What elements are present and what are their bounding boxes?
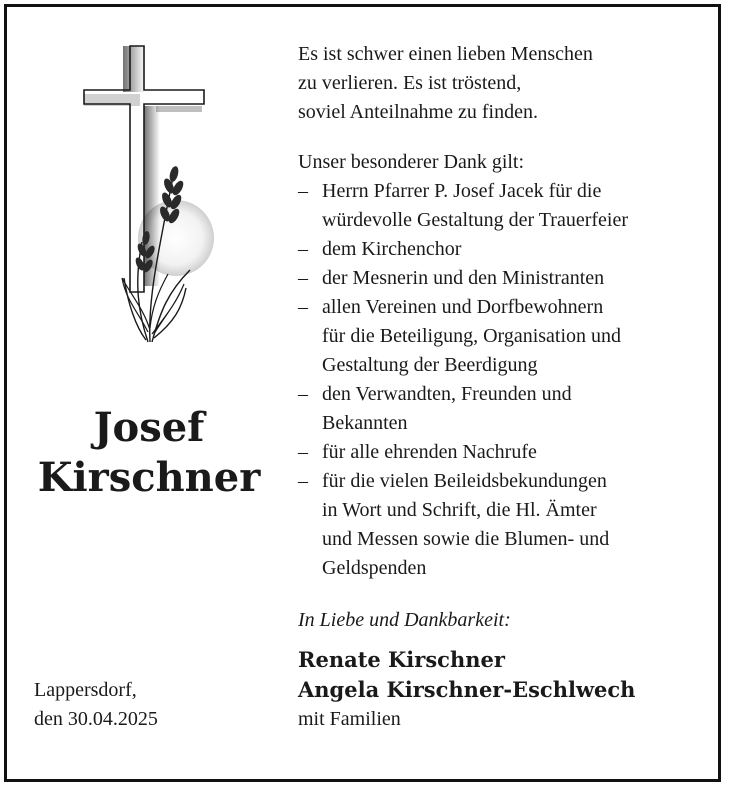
dash: – xyxy=(298,296,308,318)
dash: – xyxy=(298,267,308,289)
list-item xyxy=(298,177,708,235)
place-date-block xyxy=(34,676,158,734)
closing-phrase: In Liebe und Dankbarkeit: xyxy=(298,609,511,631)
list-item xyxy=(298,264,708,293)
cross-wheat-icon xyxy=(78,42,218,352)
list-item-line: für alle ehrenden Nachrufe xyxy=(322,441,537,463)
dash: – xyxy=(298,180,308,202)
families-note: mit Familien xyxy=(298,708,401,730)
dash: – xyxy=(298,383,308,405)
list-item-line: dem Kirchenchor xyxy=(322,238,462,260)
list-item-line: würdevolle Gestaltung der Trauerfeier xyxy=(322,209,629,231)
dash: – xyxy=(298,470,308,492)
intro-line: Es ist schwer einen lieben Menschen xyxy=(298,43,593,65)
list-item-line: für die vielen Beileidsbekundungen xyxy=(322,470,607,492)
list-item-line: für die Beteiligung, Organisation und xyxy=(322,325,622,347)
date: den 30.04.2025 xyxy=(34,708,158,730)
list-item-line: Bekannten xyxy=(322,412,408,434)
list-item-line: Geldspenden xyxy=(322,557,427,579)
list-item-line: und Messen sowie die Blumen- und xyxy=(322,528,610,550)
signature-renate: Renate Kirschner xyxy=(298,647,505,672)
intro-line: zu verlieren. Es ist tröstend, xyxy=(298,72,522,94)
list-item-line: den Verwandten, Freunden und xyxy=(322,383,572,405)
dash: – xyxy=(298,238,308,260)
list-item xyxy=(298,293,708,380)
place: Lappersdorf, xyxy=(34,679,137,701)
signature-angela: Angela Kirschner-Eschlwech xyxy=(298,677,636,702)
intro-text xyxy=(298,40,708,127)
deceased-last-name: Kirschner xyxy=(37,454,261,501)
thanks-heading: Unser besonderer Dank gilt: xyxy=(298,151,525,173)
list-item-line: Gestaltung der Beerdigung xyxy=(322,354,538,376)
list-item xyxy=(298,235,708,264)
intro-line: soviel Anteilnahme zu finden. xyxy=(298,101,538,123)
dash: – xyxy=(298,441,308,463)
thanks-list xyxy=(298,177,708,583)
list-item-line: der Mesnerin und den Ministranten xyxy=(322,267,605,289)
list-item-line: allen Vereinen und Dorfbewohnern xyxy=(322,296,604,318)
list-item-line: Herrn Pfarrer P. Josef Jacek für die xyxy=(322,180,602,202)
list-item xyxy=(298,438,708,467)
list-item-line: in Wort und Schrift, die Hl. Ämter xyxy=(322,499,597,521)
list-item xyxy=(298,467,708,583)
deceased-first-name: Josef xyxy=(93,404,205,451)
list-item xyxy=(298,380,708,438)
